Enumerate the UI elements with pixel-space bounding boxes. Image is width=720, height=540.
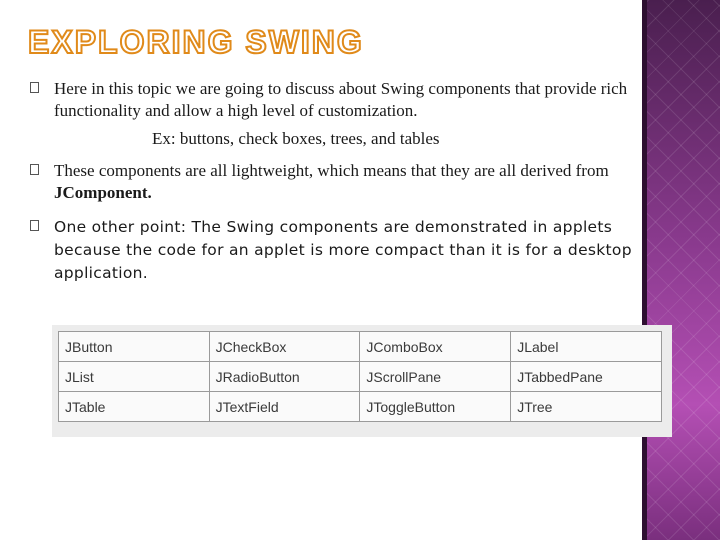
bullet-item bbox=[30, 160, 680, 204]
bullet-item bbox=[30, 216, 680, 285]
checkbox-bullet-icon bbox=[30, 164, 39, 175]
table-cell: JTabbedPane bbox=[511, 362, 662, 392]
bullet-text-plain: These components are all lightweight, which means that they are all derived from bbox=[54, 161, 609, 180]
table-cell: JButton bbox=[59, 332, 210, 362]
table-cell: JCheckBox bbox=[209, 332, 360, 362]
bullet-item bbox=[30, 78, 680, 122]
checkbox-bullet-icon bbox=[30, 220, 39, 231]
bullet-text-bold: JComponent. bbox=[54, 183, 152, 202]
table-cell: JToggleButton bbox=[360, 392, 511, 422]
component-table-image bbox=[52, 325, 672, 437]
checkbox-bullet-icon bbox=[30, 82, 39, 93]
bullet-text: Here in this topic we are going to discuss about Swing components that provide rich functionality and allow a high level of customization. bbox=[54, 79, 628, 120]
slide-title: EXPLORING SWING bbox=[28, 24, 364, 60]
table-cell: JRadioButton bbox=[209, 362, 360, 392]
table-cell: JTextField bbox=[209, 392, 360, 422]
table-row bbox=[59, 332, 662, 362]
example-text: Ex: buttons, check boxes, trees, and tables bbox=[152, 129, 440, 148]
table-cell: JTable bbox=[59, 392, 210, 422]
component-table bbox=[58, 331, 662, 422]
table-row bbox=[59, 392, 662, 422]
table-row bbox=[59, 362, 662, 392]
table-cell: JComboBox bbox=[360, 332, 511, 362]
bullet-text: One other point: The Swing components are demonstrated in applets because the code for an applet is more compact than it is for a desktop application. bbox=[54, 218, 632, 282]
bullet-text bbox=[54, 160, 680, 204]
table-cell: JTree bbox=[511, 392, 662, 422]
table-cell: JLabel bbox=[511, 332, 662, 362]
table-cell: JScrollPane bbox=[360, 362, 511, 392]
table-cell: JList bbox=[59, 362, 210, 392]
bullet-list bbox=[30, 78, 680, 285]
